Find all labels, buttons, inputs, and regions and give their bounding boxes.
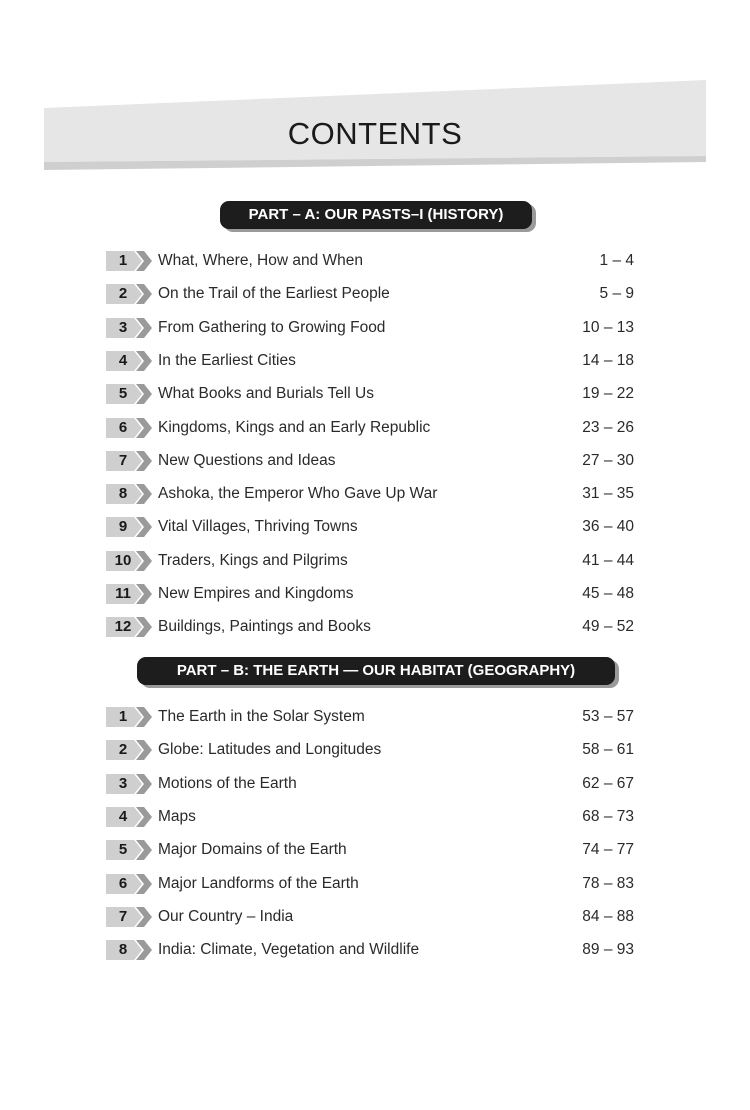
chapter-title: On the Trail of the Earliest People (158, 285, 390, 303)
chapter-number: 3 (118, 318, 128, 336)
chapter-number: 2 (118, 741, 128, 759)
chapter-pages: 89 – 93 (582, 941, 634, 959)
chapter-row[interactable] (106, 582, 634, 606)
chapter-number-badge (106, 617, 152, 637)
chapter-number: 8 (118, 485, 128, 503)
chapter-row[interactable] (106, 549, 634, 573)
chapter-number: 6 (118, 874, 128, 892)
chapter-number-badge (106, 807, 152, 827)
chapter-title: Major Domains of the Earth (158, 841, 347, 859)
chapter-title: Buildings, Paintings and Books (158, 618, 371, 636)
chapter-title: Major Landforms of the Earth (158, 874, 359, 892)
chapter-title: The Earth in the Solar System (158, 708, 365, 725)
chapter-number: 2 (118, 285, 128, 303)
chapter-number-badge (106, 774, 152, 794)
chapter-pages: 23 – 26 (582, 418, 634, 436)
page-title: CONTENTS (287, 116, 463, 151)
chapter-title: Motions of the Earth (158, 774, 297, 792)
chapter-pages: 62 – 67 (582, 774, 634, 792)
chapter-number-badge (106, 874, 152, 894)
chapter-row[interactable] (106, 615, 634, 639)
chapter-number-badge (106, 907, 152, 927)
chapter-pages: 5 – 9 (599, 285, 634, 303)
chapter-row[interactable] (106, 772, 634, 796)
chapter-number-badge (106, 707, 152, 727)
chapter-pages: 45 – 48 (582, 585, 634, 602)
chapter-pages: 41 – 44 (582, 551, 634, 569)
chapter-number-badge (106, 517, 152, 537)
chapter-row[interactable] (106, 416, 634, 440)
chapter-pages: 53 – 57 (582, 708, 634, 725)
chapter-pages: 84 – 88 (582, 907, 634, 925)
chapter-number-badge (106, 740, 152, 760)
chapter-pages: 49 – 52 (582, 618, 634, 636)
chapter-pages: 27 – 30 (582, 451, 634, 469)
chapter-number: 8 (118, 941, 128, 959)
chapter-row[interactable] (106, 382, 634, 406)
chapter-number-badge (106, 584, 152, 604)
chapter-row[interactable] (106, 349, 634, 373)
chapter-number-badge (106, 318, 152, 338)
chapter-title: Ashoka, the Emperor Who Gave Up War (158, 485, 438, 503)
chapter-row[interactable] (106, 316, 634, 340)
chapter-title: New Questions and Ideas (158, 451, 336, 469)
chapter-number: 6 (118, 418, 128, 436)
chapter-number-badge (106, 484, 152, 504)
chapter-title: From Gathering to Growing Food (158, 318, 386, 336)
chapter-number: 7 (118, 451, 128, 469)
chapter-title: Globe: Latitudes and Longitudes (158, 741, 382, 759)
chapter-title: New Empires and Kingdoms (158, 585, 354, 602)
chapter-pages: 36 – 40 (582, 518, 634, 536)
chapter-number: 5 (118, 385, 128, 403)
chapter-pages: 1 – 4 (599, 252, 634, 269)
chapter-title: Vital Villages, Thriving Towns (158, 518, 358, 536)
chapter-row[interactable] (106, 449, 634, 473)
chapter-title: What, Where, How and When (158, 252, 364, 269)
chapter-number-badge (106, 418, 152, 438)
chapter-pages: 58 – 61 (582, 741, 634, 759)
chapter-title: India: Climate, Vegetation and Wildlife (158, 941, 420, 959)
chapter-row[interactable] (106, 905, 634, 929)
chapter-number: 4 (118, 351, 128, 369)
chapter-row[interactable] (106, 282, 634, 306)
chapter-number: 11 (115, 585, 131, 602)
chapter-number: 9 (118, 518, 128, 536)
part-a-heading: PART – A: OUR PASTS–I (HISTORY) (220, 201, 532, 229)
chapter-number-badge (106, 451, 152, 471)
chapter-row[interactable] (106, 738, 634, 762)
chapter-title: Our Country – India (158, 907, 294, 925)
chapter-number: 12 (114, 618, 132, 636)
chapter-number: 1 (118, 252, 128, 269)
chapter-number-badge (106, 940, 152, 960)
chapter-number-badge (106, 551, 152, 571)
chapter-title: What Books and Burials Tell Us (158, 385, 374, 403)
chapter-number-badge (106, 840, 152, 860)
chapter-row[interactable] (106, 515, 634, 539)
chapter-number: 7 (118, 907, 128, 925)
chapter-title: Kingdoms, Kings and an Early Republic (158, 418, 431, 436)
chapter-number: 3 (118, 774, 128, 792)
chapter-title: In the Earliest Cities (158, 351, 296, 369)
chapter-row[interactable] (106, 705, 634, 729)
chapter-number-badge (106, 351, 152, 371)
chapter-row[interactable] (106, 938, 634, 962)
chapter-pages: 31 – 35 (582, 485, 634, 503)
chapter-number: 5 (118, 841, 128, 859)
chapter-pages: 78 – 83 (582, 874, 634, 892)
chapter-title: Traders, Kings and Pilgrims (158, 551, 348, 569)
chapter-pages: 74 – 77 (582, 841, 634, 859)
chapter-number: 10 (114, 551, 132, 569)
chapter-title: Maps (158, 807, 196, 825)
chapter-number-badge (106, 251, 152, 271)
chapter-row[interactable] (106, 482, 634, 506)
chapter-pages: 68 – 73 (582, 807, 634, 825)
chapter-row[interactable] (106, 249, 634, 273)
chapter-number-badge (106, 384, 152, 404)
chapter-pages: 19 – 22 (582, 385, 634, 403)
chapter-number: 1 (118, 708, 128, 725)
chapter-pages: 10 – 13 (582, 318, 634, 336)
chapter-row[interactable] (106, 805, 634, 829)
chapter-row[interactable] (106, 838, 634, 862)
part-b-heading: PART – B: THE EARTH — OUR HABITAT (GEOGRAPHY) (137, 657, 615, 685)
chapter-row[interactable] (106, 872, 634, 896)
chapter-number-badge (106, 284, 152, 304)
chapter-number: 4 (118, 807, 128, 825)
chapter-pages: 14 – 18 (582, 351, 634, 369)
